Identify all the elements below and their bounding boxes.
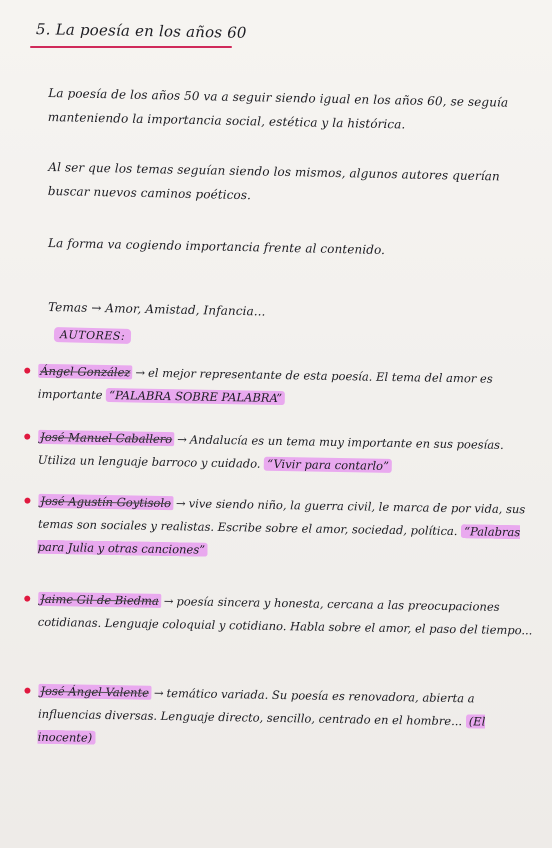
author-name: José Agustín Goytisolo	[40, 493, 172, 511]
author-entry	[24, 426, 535, 481]
author-description: vive siendo niño, la guerra civil, le marca de por vida, sus temas son sociales y realistas. Escribe sobre el amor, sociedad, política.	[37, 496, 526, 539]
work-title: “Palabras para Julia y otras canciones”	[37, 524, 521, 557]
author-description: Andalucía es un tema muy importante en sus poesías. Utiliza un lenguaje barroco y cuidado.	[37, 432, 504, 471]
bullet-point	[24, 368, 30, 374]
arrow-icon: →	[135, 365, 146, 380]
bullet-point	[24, 434, 30, 440]
paragraph: La poesía de los años 50 va a seguir siendo igual en los años 60, se seguía manteniendo la importancia social, estética y la histórica.	[47, 85, 509, 132]
paragraph: La forma va cogiendo importancia frente al contenido.	[47, 235, 386, 258]
author-entry	[24, 588, 535, 643]
themes-line: Temas → Amor, Amistad, Infancia...	[47, 299, 266, 319]
page-title: 5. La poesía en los años 60	[35, 20, 247, 42]
bullet-point	[24, 596, 30, 602]
arrow-icon: →	[153, 685, 164, 700]
author-name: Jaime Gil de Biedma	[40, 591, 159, 608]
arrow-icon: →	[175, 496, 186, 511]
author-description: temático variada. Su poesía es renovadora, abierta a influencias diversas. Lenguaje directo, sencillo, centrado en el hombre...	[37, 686, 475, 729]
author-name: José Manuel Caballero	[40, 429, 173, 447]
author-description: el mejor representante de esta poesía. El tema del amor es importante	[37, 365, 493, 402]
author-entry	[23, 680, 534, 758]
author-entry	[23, 490, 534, 568]
bullet-point	[24, 498, 30, 504]
work-title: “PALABRA SOBRE PALABRA”	[106, 388, 285, 405]
title-underline	[30, 46, 232, 48]
paragraph: Al ser que los temas seguían siendo los mismos, algunos autores querían buscar nuevos caminos poéticos.	[47, 159, 500, 203]
author-name: José Ángel Valente	[40, 683, 150, 700]
bullet-point	[24, 688, 30, 694]
section-heading-authors: AUTORES:	[54, 327, 131, 344]
arrow-icon: →	[163, 593, 174, 609]
arrow-icon: →	[177, 432, 187, 447]
author-name: Ángel González	[40, 363, 131, 380]
author-description: poesía sincera y honesta, cercana a las preocupaciones cotidianas. Lenguaje coloquial y cotidiano. Habla sobre el amor, el paso del tiempo...	[37, 594, 533, 638]
author-entry	[24, 360, 535, 415]
work-title: “Vivir para contarlo”	[264, 457, 392, 473]
work-title: (El inocente)	[37, 714, 486, 745]
